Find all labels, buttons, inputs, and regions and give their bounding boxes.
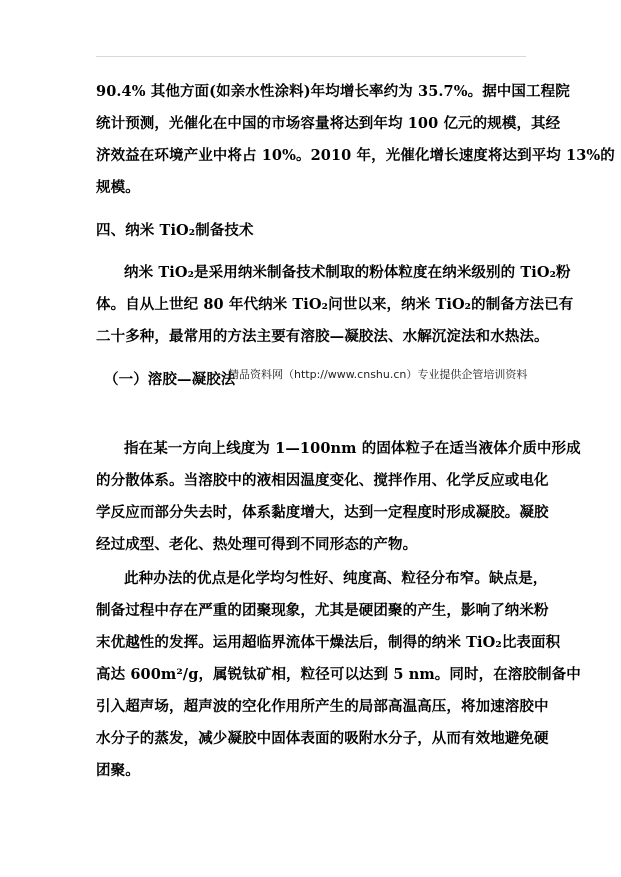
- paragraph-line: 此种办法的优点是化学均匀性好、纯度高、粒径分布窄。缺点是，: [124, 570, 548, 587]
- paragraph-line: 引入超声场，超声波的空化作用所产生的局部高温高压，将加速溶胶中: [96, 698, 549, 715]
- paragraph-line: 经过成型、老化、热处理可得到不同形态的产物。: [96, 536, 418, 553]
- watermark-text: 精品资料网（http://www.cnshu.cn）专业提供企管培训资料: [228, 368, 528, 381]
- paragraph-line: 纳米 TiO₂是采用纳米制备技术制取的粉体粒度在纳米级别的 TiO₂粉: [124, 264, 571, 281]
- paragraph-line: 的分散体系。当溶胶中的液相因温度变化、搅拌作用、化学反应或电化: [96, 472, 549, 489]
- paragraph-line: 指在某一方向上线度为 1—100nm 的固体粒子在适当液体介质中形成: [124, 440, 581, 457]
- paragraph-line: 团聚。: [96, 762, 140, 779]
- paragraph-line: 学反应而部分失去时，体系黏度增大，达到一定程度时形成凝胶。凝胶: [96, 504, 549, 521]
- paragraph-line: 规模。: [96, 179, 140, 196]
- paragraph-line: 水分子的蒸发，减少凝胶中固体表面的吸附水分子，从而有效地避免硬: [96, 730, 549, 747]
- paragraph-line: 高达 600m²/g，属锐钛矿相，粒径可以达到 5 nm。同时，在溶胶制备中: [96, 666, 581, 683]
- subsection-heading: （一）溶胶—凝胶法: [104, 371, 236, 388]
- paragraph-line: 济效益在环境产业中将占 10%。2010 年，光催化增长速度将达到平均 13%的: [96, 147, 615, 164]
- paragraph-line: 90.4% 其他方面(如亲水性涂料)年均增长率约为 35.7%。据中国工程院: [96, 83, 570, 100]
- header-rule: [96, 56, 526, 57]
- paragraph-line: 体。自从上世纪 80 年代纳米 TiO₂问世以来，纳米 TiO₂的制备方法已有: [96, 296, 574, 313]
- paragraph-line: 统计预测，光催化在中国的市场容量将达到年均 100 亿元的规模，其经: [96, 115, 561, 132]
- section-heading: 四、纳米 TiO₂制备技术: [96, 222, 254, 239]
- paragraph-line: 末优越性的发挥。运用超临界流体干燥法后，制得的纳米 TiO₂比表面积: [96, 634, 561, 651]
- paragraph-line: 二十多种，最常用的方法主要有溶胶—凝胶法、水解沉淀法和水热法。: [96, 328, 549, 345]
- paragraph-line: 制备过程中存在严重的团聚现象，尤其是硬团聚的产生，影响了纳米粉: [96, 602, 549, 619]
